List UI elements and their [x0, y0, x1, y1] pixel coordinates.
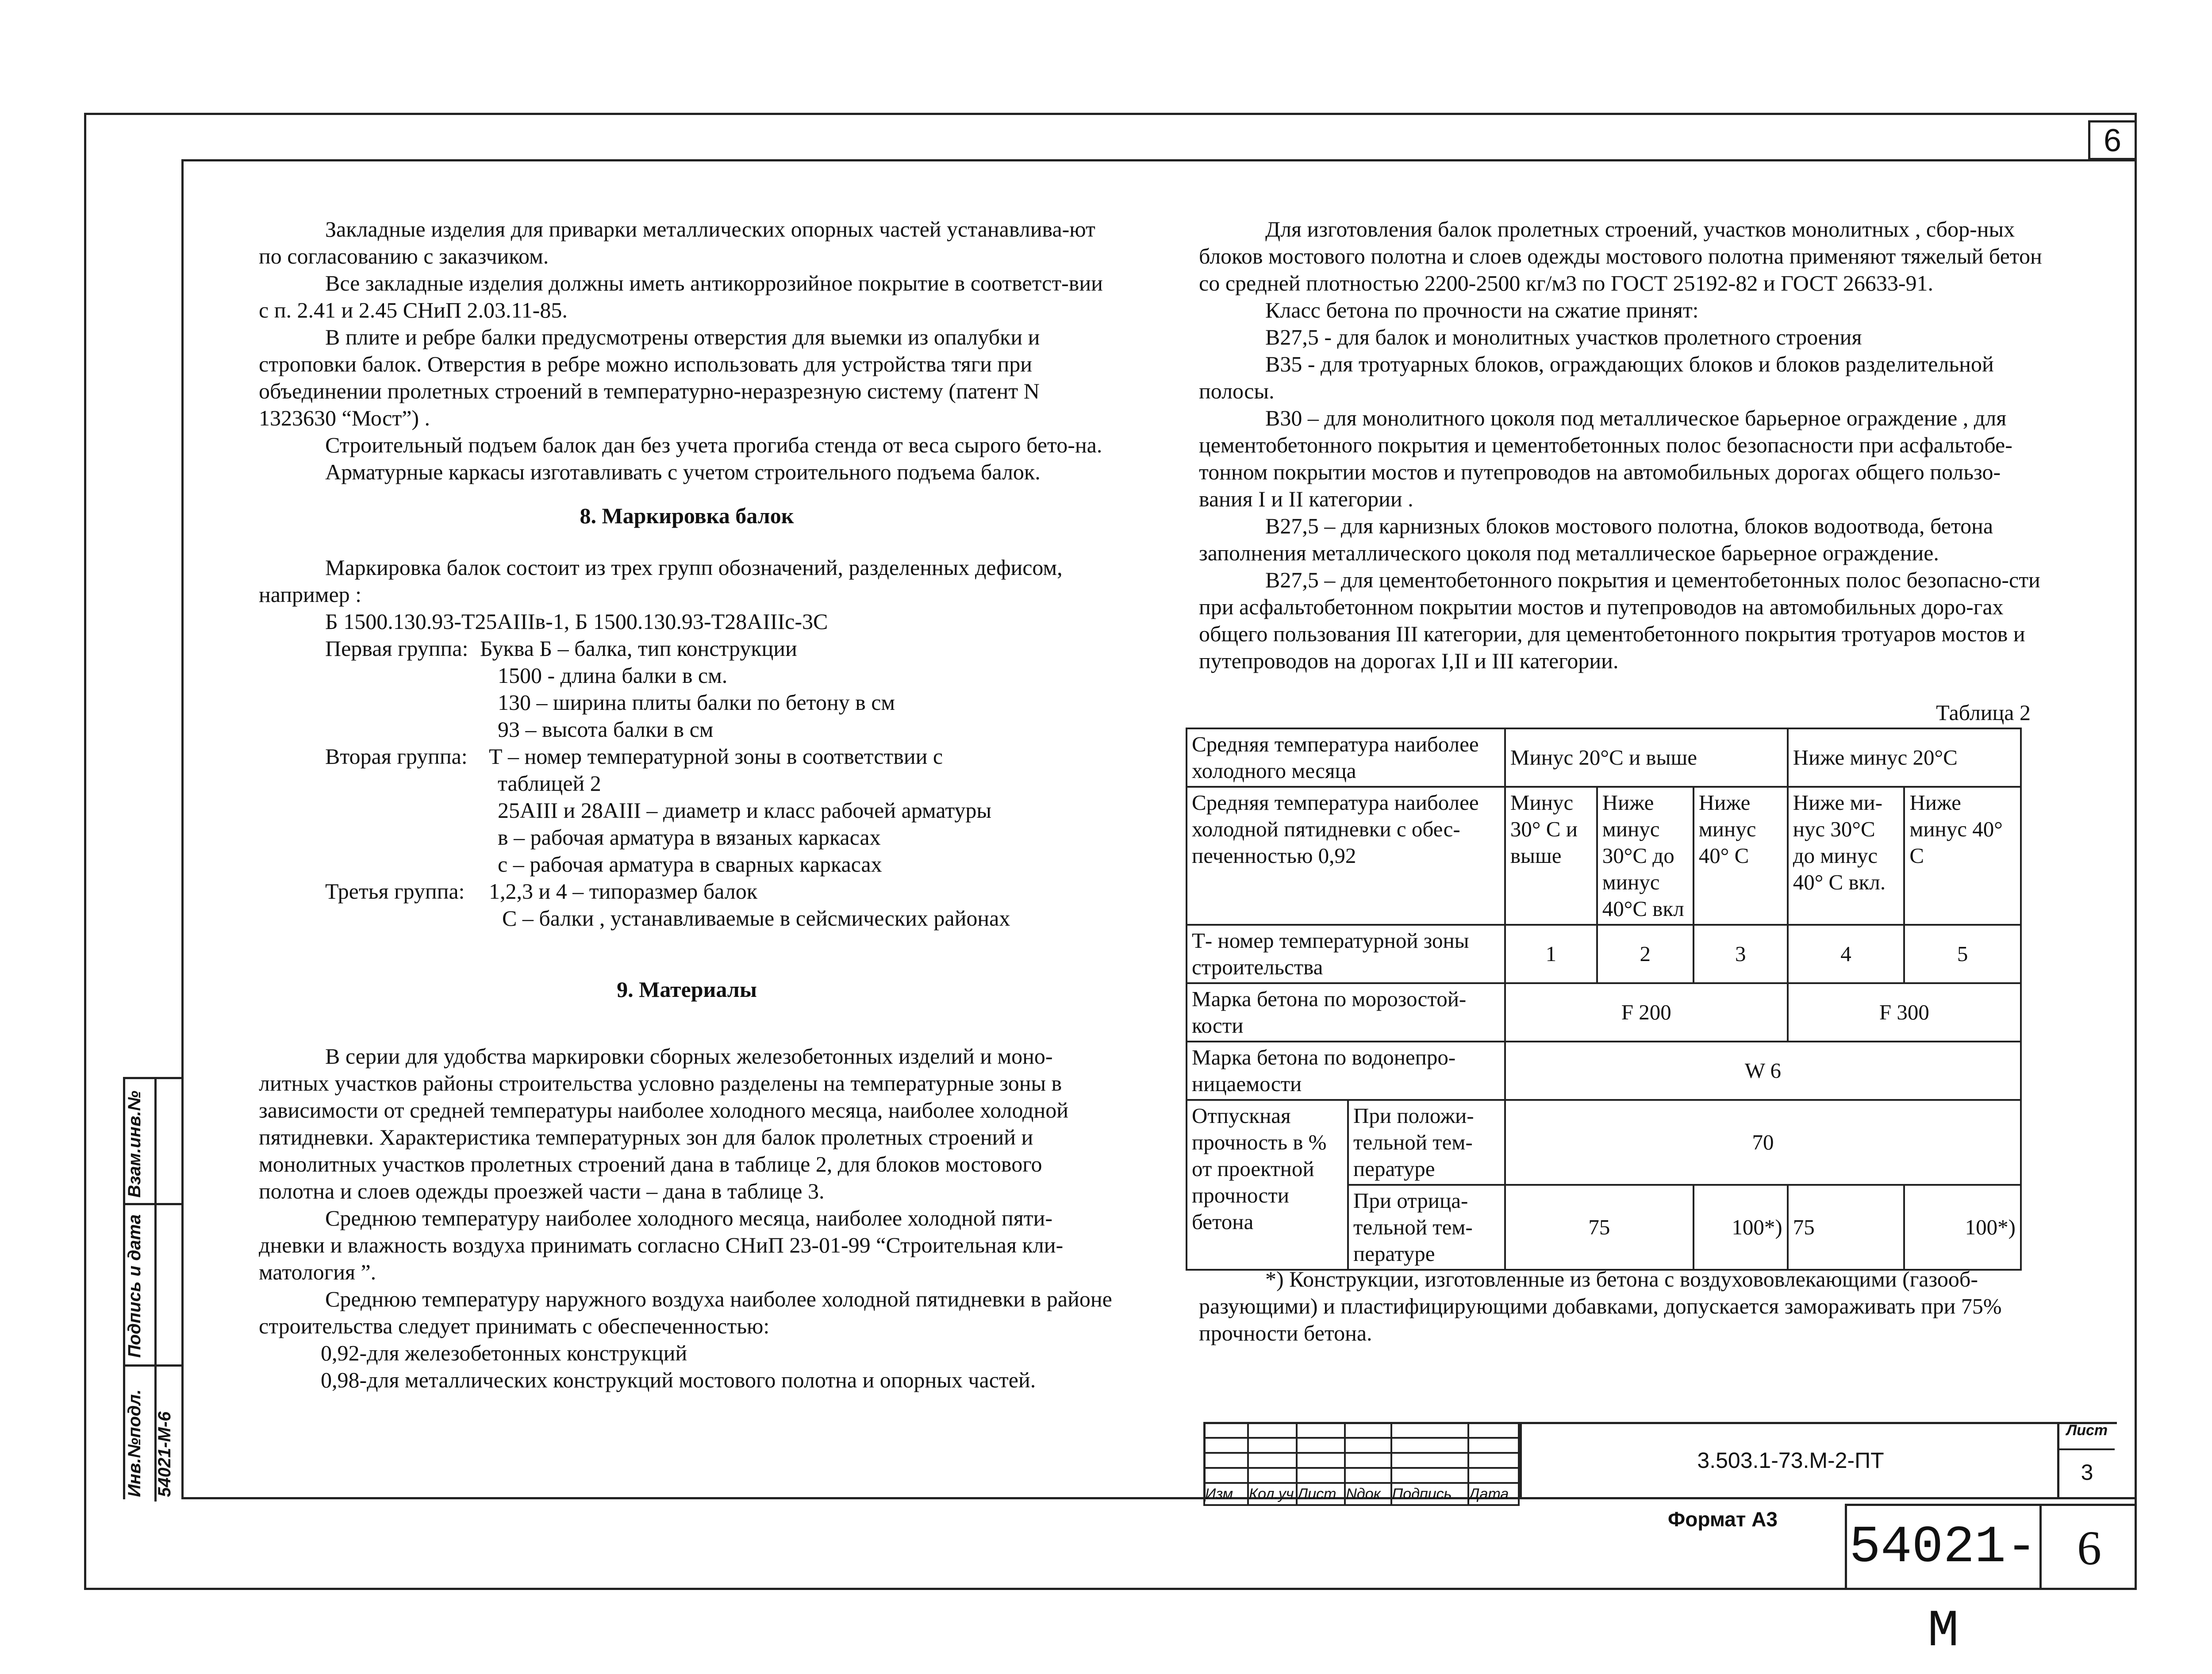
stamp-header: Лист	[1297, 1483, 1345, 1505]
stamp-header: Дата	[1468, 1483, 1519, 1505]
table-cell: Минус 30° С и выше	[1505, 787, 1597, 925]
table-row	[1187, 728, 2021, 787]
left-para-8: Среднюю температуру наиболее холодного месяца, наиболее холодной пяти-дневки и влажность воздуха принимать согласно СНиП 23-01-99 “Строительная кли-матология ”.	[259, 1206, 1064, 1284]
table-cell: При положи-тельной тем-пературе	[1348, 1100, 1505, 1185]
right-para-6: В27,5 – для карнизных блоков мостового полотна, блоков водоотвода, бетона заполнения металлического цоколя под металлическое барьерное ограждение.	[1199, 513, 1993, 565]
table-cell: F 300	[1788, 983, 2021, 1042]
group-1-line: 1500 - длина балки в см.	[498, 663, 728, 688]
group-3-line: 1,2,3 и 4 – типоразмер балок	[489, 879, 758, 904]
sheet-label: Лист	[2059, 1422, 2115, 1450]
sheet-number: 3	[2081, 1460, 2093, 1485]
table-row	[1187, 1042, 2021, 1100]
left-para-7: В серии для удобства маркировки сборных железобетонных изделий и моно-литных участков районы строительства условно разделены на температурные зоны в зависимости от средней температуры наиболее холодного месяца, наиболее холодной пятидневки. Характеристика температурных зон для балок пролетных строений и монолитных участков пролетных строений дана в таблице 2, для блоков мостового полотна и слоев одежды проезжей части – дана в таблице 3.	[259, 1044, 1069, 1203]
table-row	[1187, 983, 2021, 1042]
side-label-signature: Подпись и дата	[125, 1214, 144, 1358]
table-cell: 5	[1904, 925, 2021, 983]
format-label: Формат А3	[1668, 1508, 1778, 1531]
stamp-header: Подпись	[1391, 1483, 1468, 1505]
section-9-heading: 9. Материалы	[617, 977, 757, 1002]
table-2	[1186, 728, 2022, 1271]
right-para-1: Для изготовления балок пролетных строений, участков монолитных , сбор-ных блоков мостового полотна и слоев одежды мостового полотна применяют тяжелый бетон со средней плотностью 2200-2500 кг/м3 по ГОСТ 25192-82 и ГОСТ 26633-91.	[1199, 217, 2042, 295]
table-cell: 1	[1505, 925, 1597, 983]
table-row	[1187, 925, 2021, 983]
stamp-row	[1204, 1423, 1519, 1438]
right-para-2: Класс бетона по прочности на сжатие принят:	[1265, 298, 1699, 322]
table-cell: Отпускная прочность в % от проектной прочности бетона	[1187, 1100, 1348, 1270]
group-1-line: 130 – ширина плиты балки по бетону в см	[498, 690, 895, 715]
group-1	[259, 635, 1115, 743]
table-cell: Т- номер температурной зоны строительства	[1187, 925, 1505, 983]
table-row	[1187, 1100, 2021, 1185]
table-footnote: *) Конструкции, изготовленные из бетона с воздухововлекающими (газооб-разующими) и пластифицирующими добавками, допускается замораживать при 75% прочности бетона.	[1199, 1267, 2002, 1345]
group-2-line: таблицей 2	[498, 771, 601, 796]
group-2	[259, 743, 1115, 878]
table-cell: Минус 20°С и выше	[1505, 728, 1788, 787]
side-label-vzam: Взам.инв.№	[125, 1091, 144, 1198]
group-3-line: С – балки , устанавливаемые в сейсмических районах	[502, 906, 1010, 931]
left-para-5: Арматурные каркасы изготавливать с учетом строительного подъема балок.	[325, 460, 1041, 484]
left-para-2: Все закладные изделия должны иметь антикоррозийное покрытие в соответст-вии с п. 2.41 и 2.45 СНиП 2.03.11-85.	[259, 271, 1103, 322]
table-cell: 75	[1505, 1185, 1694, 1270]
bottom-page-number: 6	[2042, 1504, 2137, 1590]
table-cell: 2	[1597, 925, 1694, 983]
stamp-row	[1204, 1468, 1519, 1483]
left-para-4: Строительный подъем балок дан без учета прогиба стенда от веса сырого бето-на.	[325, 433, 1102, 457]
group-2-label: Вторая группа:	[325, 744, 468, 769]
right-para-3: В27,5 - для балок и монолитных участков пролетного строения	[1265, 325, 1862, 349]
table-cell: Ниже минус 20°С	[1788, 728, 2021, 787]
table-cell: Марка бетона по морозостой-кости	[1187, 983, 1505, 1042]
table-cell: 100*)	[1904, 1185, 2021, 1270]
table-cell: 4	[1788, 925, 1905, 983]
group-1-label: Первая группа:	[325, 636, 469, 661]
left-column	[259, 216, 1115, 1394]
group-3	[259, 878, 1115, 932]
table-cell: При отрица-тельной тем-пературе	[1348, 1185, 1505, 1270]
group-1-line: Буква Б – балка, тип конструкции	[480, 636, 797, 661]
table-cell: 75	[1788, 1185, 1905, 1270]
inventory-number: 54021-М	[1845, 1504, 2042, 1590]
stamp-header: Nдок	[1345, 1483, 1391, 1505]
table-row	[1187, 787, 2021, 925]
sheet-box	[2057, 1422, 2115, 1499]
group-2-lines	[476, 743, 991, 878]
marking-example: Б 1500.130.93-Т25АIIIв-1, Б 1500.130.93-Т28АIIIс-3С	[325, 609, 828, 634]
table-cell: F 200	[1505, 983, 1788, 1042]
left-para-10: 0,92-для железобетонных конструкций	[321, 1341, 687, 1365]
stamp-header: Кол.уч	[1248, 1483, 1297, 1505]
side-label-inv: Инв.№подл.	[125, 1389, 144, 1497]
group-2-line: в – рабочая арматура в вязаных каркасах	[498, 825, 881, 850]
stamp-revision-grid	[1203, 1422, 1520, 1506]
table-cell: Марка бетона по водонепро-ницаемости	[1187, 1042, 1505, 1100]
table-cell: Средняя температура наиболее холодного месяца	[1187, 728, 1505, 787]
left-para-6: Маркировка балок состоит из трех групп обозначений, разделенных дефисом, например :	[259, 555, 1063, 607]
group-2-line: с – рабочая арматура в сварных каркасах	[498, 852, 882, 877]
top-page-number: 6	[2088, 120, 2137, 160]
stamp-header: Изм	[1204, 1483, 1248, 1505]
table-caption: Таблица 2	[1936, 700, 2031, 725]
document-code: 3.503.1-73.М-2-ПТ	[1520, 1422, 2059, 1499]
right-para-4: В35 - для тротуарных блоков, ограждающих блоков и блоков разделительной полосы.	[1199, 352, 1994, 403]
left-para-1: Закладные изделия для приварки металлических опорных частей устанавлива-ют по согласованию с заказчиком.	[259, 217, 1095, 268]
table-cell: Средняя температура наиболее холодной пятидневки с обес-печенностью 0,92	[1187, 787, 1505, 925]
table-cell: W 6	[1505, 1042, 2021, 1100]
group-2-line: Т – номер температурной зоны в соответствии с	[489, 744, 943, 769]
group-3-label: Третья группа:	[325, 879, 465, 904]
stamp-row	[1204, 1438, 1519, 1453]
left-para-11: 0,98-для металлических конструкций мостового полотна и опорных частей.	[321, 1368, 1036, 1392]
table-cell: Ниже минус 30°С до минус 40°С вкл	[1597, 787, 1694, 925]
right-para-7: В27,5 – для цементобетонного покрытия и цементобетонных полос безопасно-сти при асфальтобетонном покрытии мостов и путепроводов на автомобильных доро-гах общего пользования III категории, для цементобетонного покрытия тротуаров мостов и путепроводов на дорогах I,II и III категории.	[1199, 567, 2040, 673]
right-column	[1199, 216, 2053, 674]
group-2-line: 25АIII и 28АIII – диаметр и класс рабочей арматуры	[498, 798, 991, 823]
table-cell: 3	[1694, 925, 1788, 983]
left-para-9: Среднюю температуру наружного воздуха наиболее холодной пятидневки в районе строительства следует принимать с обеспеченностью:	[259, 1287, 1112, 1338]
table-cell: Ниже минус 40° С	[1694, 787, 1788, 925]
table-cell: Ниже минус 40° С	[1904, 787, 2021, 925]
group-1-line: 93 – высота балки в см	[498, 717, 714, 742]
table-cell: 100*)	[1694, 1185, 1788, 1270]
table-cell: Ниже ми-нус 30°С до минус 40° С вкл.	[1788, 787, 1905, 925]
right-para-5: В30 – для монолитного цоколя под металлическое барьерное ограждение , для цементобетонного покрытия и цементобетонных полос безопасности при асфальтобе-тонном покрытии мостов и путепроводов на автомобильных дорогах общего пользо-вания I и II категории .	[1199, 406, 2012, 511]
stamp-row	[1204, 1453, 1519, 1468]
stamp-header-row	[1204, 1483, 1519, 1505]
group-3-lines	[476, 878, 1010, 932]
group-1-lines	[476, 635, 895, 743]
table-cell: 70	[1505, 1100, 2021, 1185]
side-inv-value: 54021-М-6	[155, 1411, 174, 1497]
section-8-heading: 8. Маркировка балок	[580, 503, 794, 528]
left-para-3: В плите и ребре балки предусмотрены отверстия для выемки из опалубки и строповки балок. Отверстия в ребре можно использовать для устройства тяги при объединении пролетных строений в температурно-неразрезную систему (патент N 1323630 “Мост”) .	[259, 325, 1040, 430]
